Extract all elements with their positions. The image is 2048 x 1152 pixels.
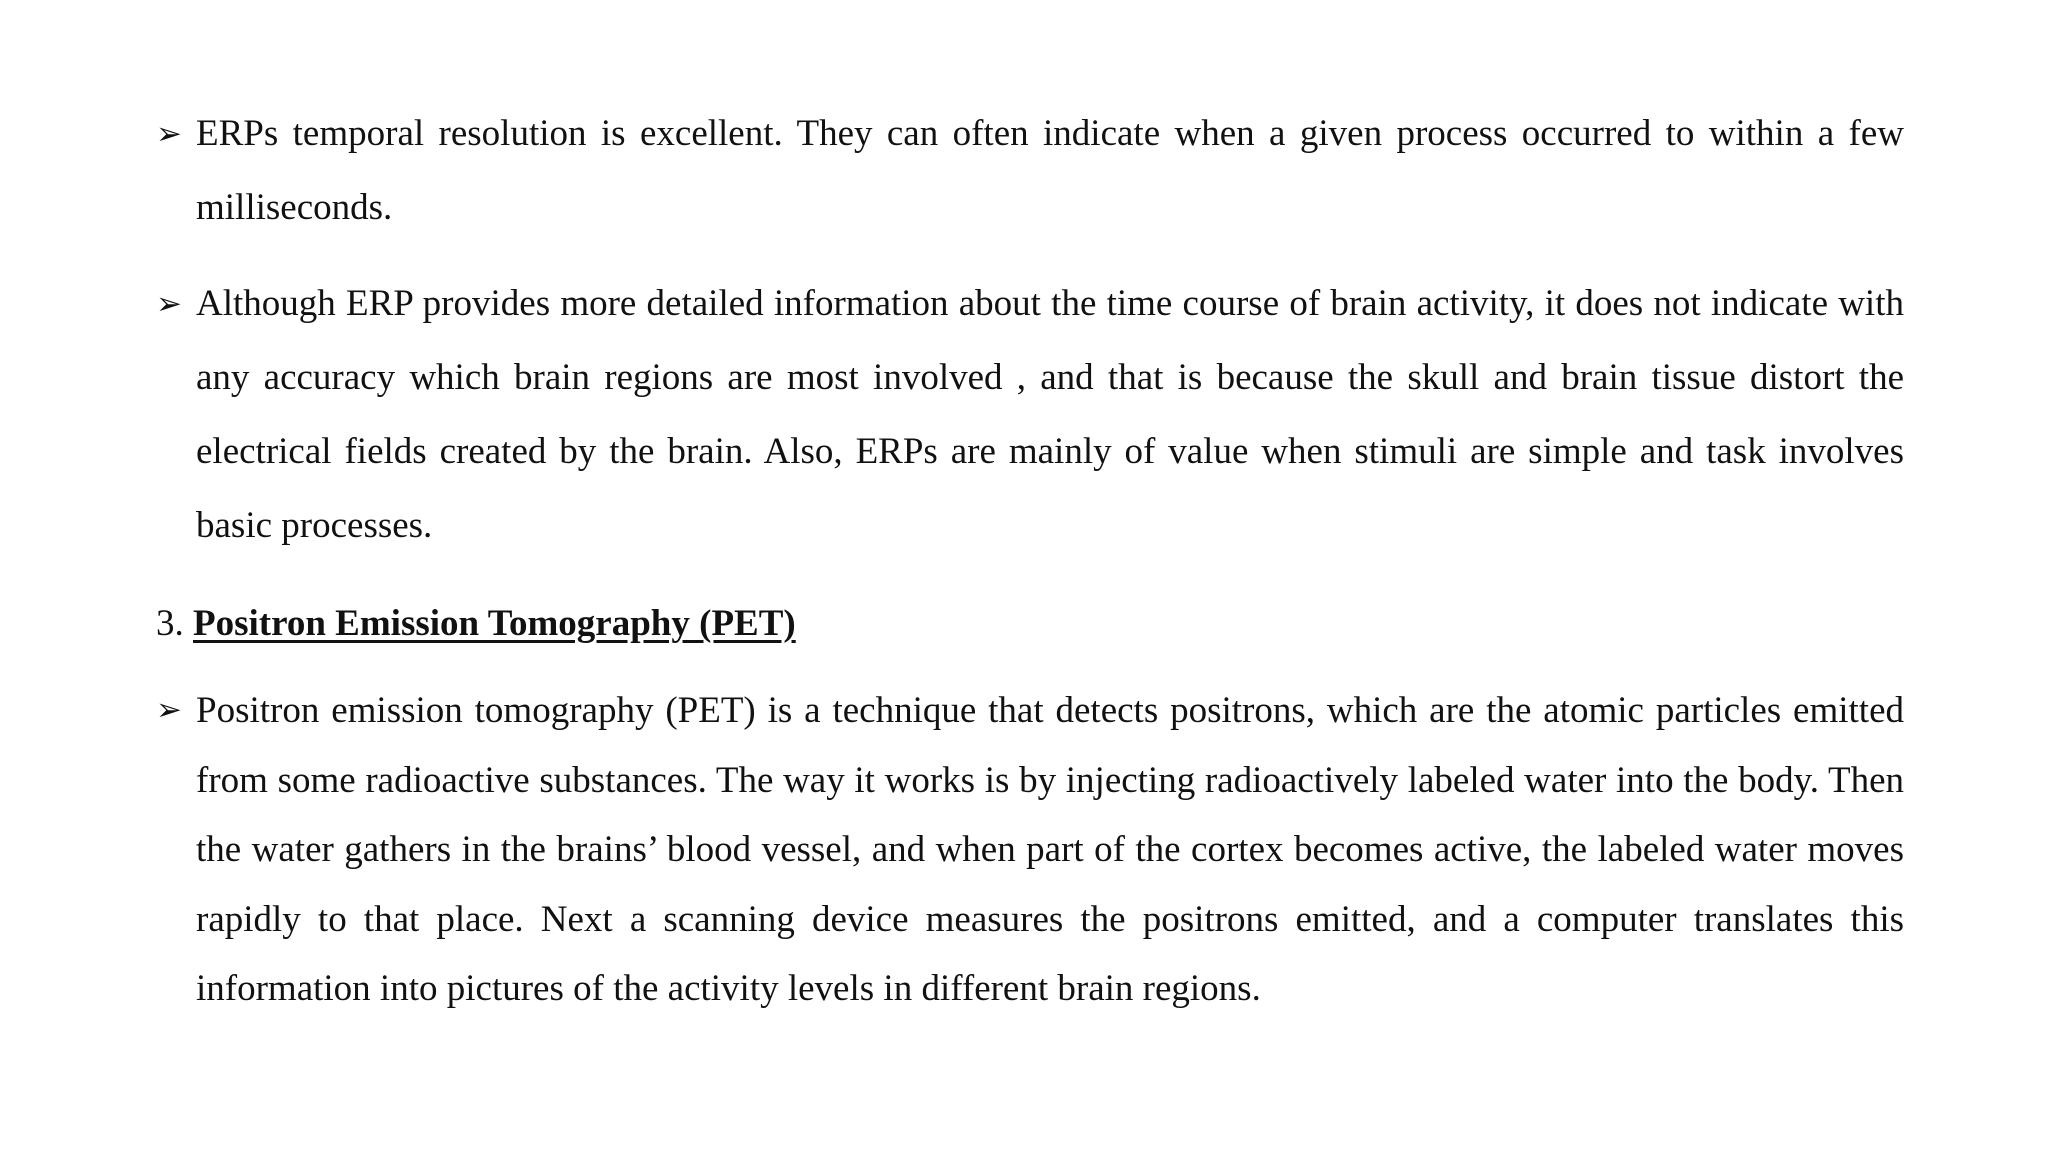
paragraph-text: ERPs temporal resolution is excellent. They can often indicate when a given process occurred to within a few milliseconds.: [196, 113, 1904, 228]
section-number: 3.: [156, 603, 184, 644]
bullet-item-erp-temporal-resolution: [156, 97, 1904, 245]
bullet-item-erp-limitations: [156, 267, 1904, 563]
paragraph-text: Positron emission tomography (PET) is a technique that detects positrons, which are the atomic particles emitted from some radioactive substances. The way it works is by injecting radioactively labeled water into the body. Then the water gathers in the brains’ blood vessel, and when part of the cortex becomes active, the labeled water moves rapidly to that place. Next a scanning device measures the positrons emitted, and a computer translates this information into pictures of the activity levels in different brain regions.: [196, 690, 1904, 1009]
paragraph-text: Although ERP provides more detailed information about the time course of brain activity, it does not indicate with any accuracy which brain regions are most involved , and that is because the skull and brain tissue distort the electrical fields created by the brain. Also, ERPs are mainly of value when stimuli are simple and task involves basic processes.: [196, 283, 1904, 546]
arrow-bullet-icon: ➢: [156, 692, 182, 728]
bullet-item-pet-description: [156, 676, 1904, 1024]
arrow-bullet-icon: ➢: [156, 286, 182, 322]
section-title: Positron Emission Tomography (PET): [193, 603, 796, 644]
arrow-bullet-icon: ➢: [156, 116, 182, 152]
section-heading: [156, 587, 796, 661]
